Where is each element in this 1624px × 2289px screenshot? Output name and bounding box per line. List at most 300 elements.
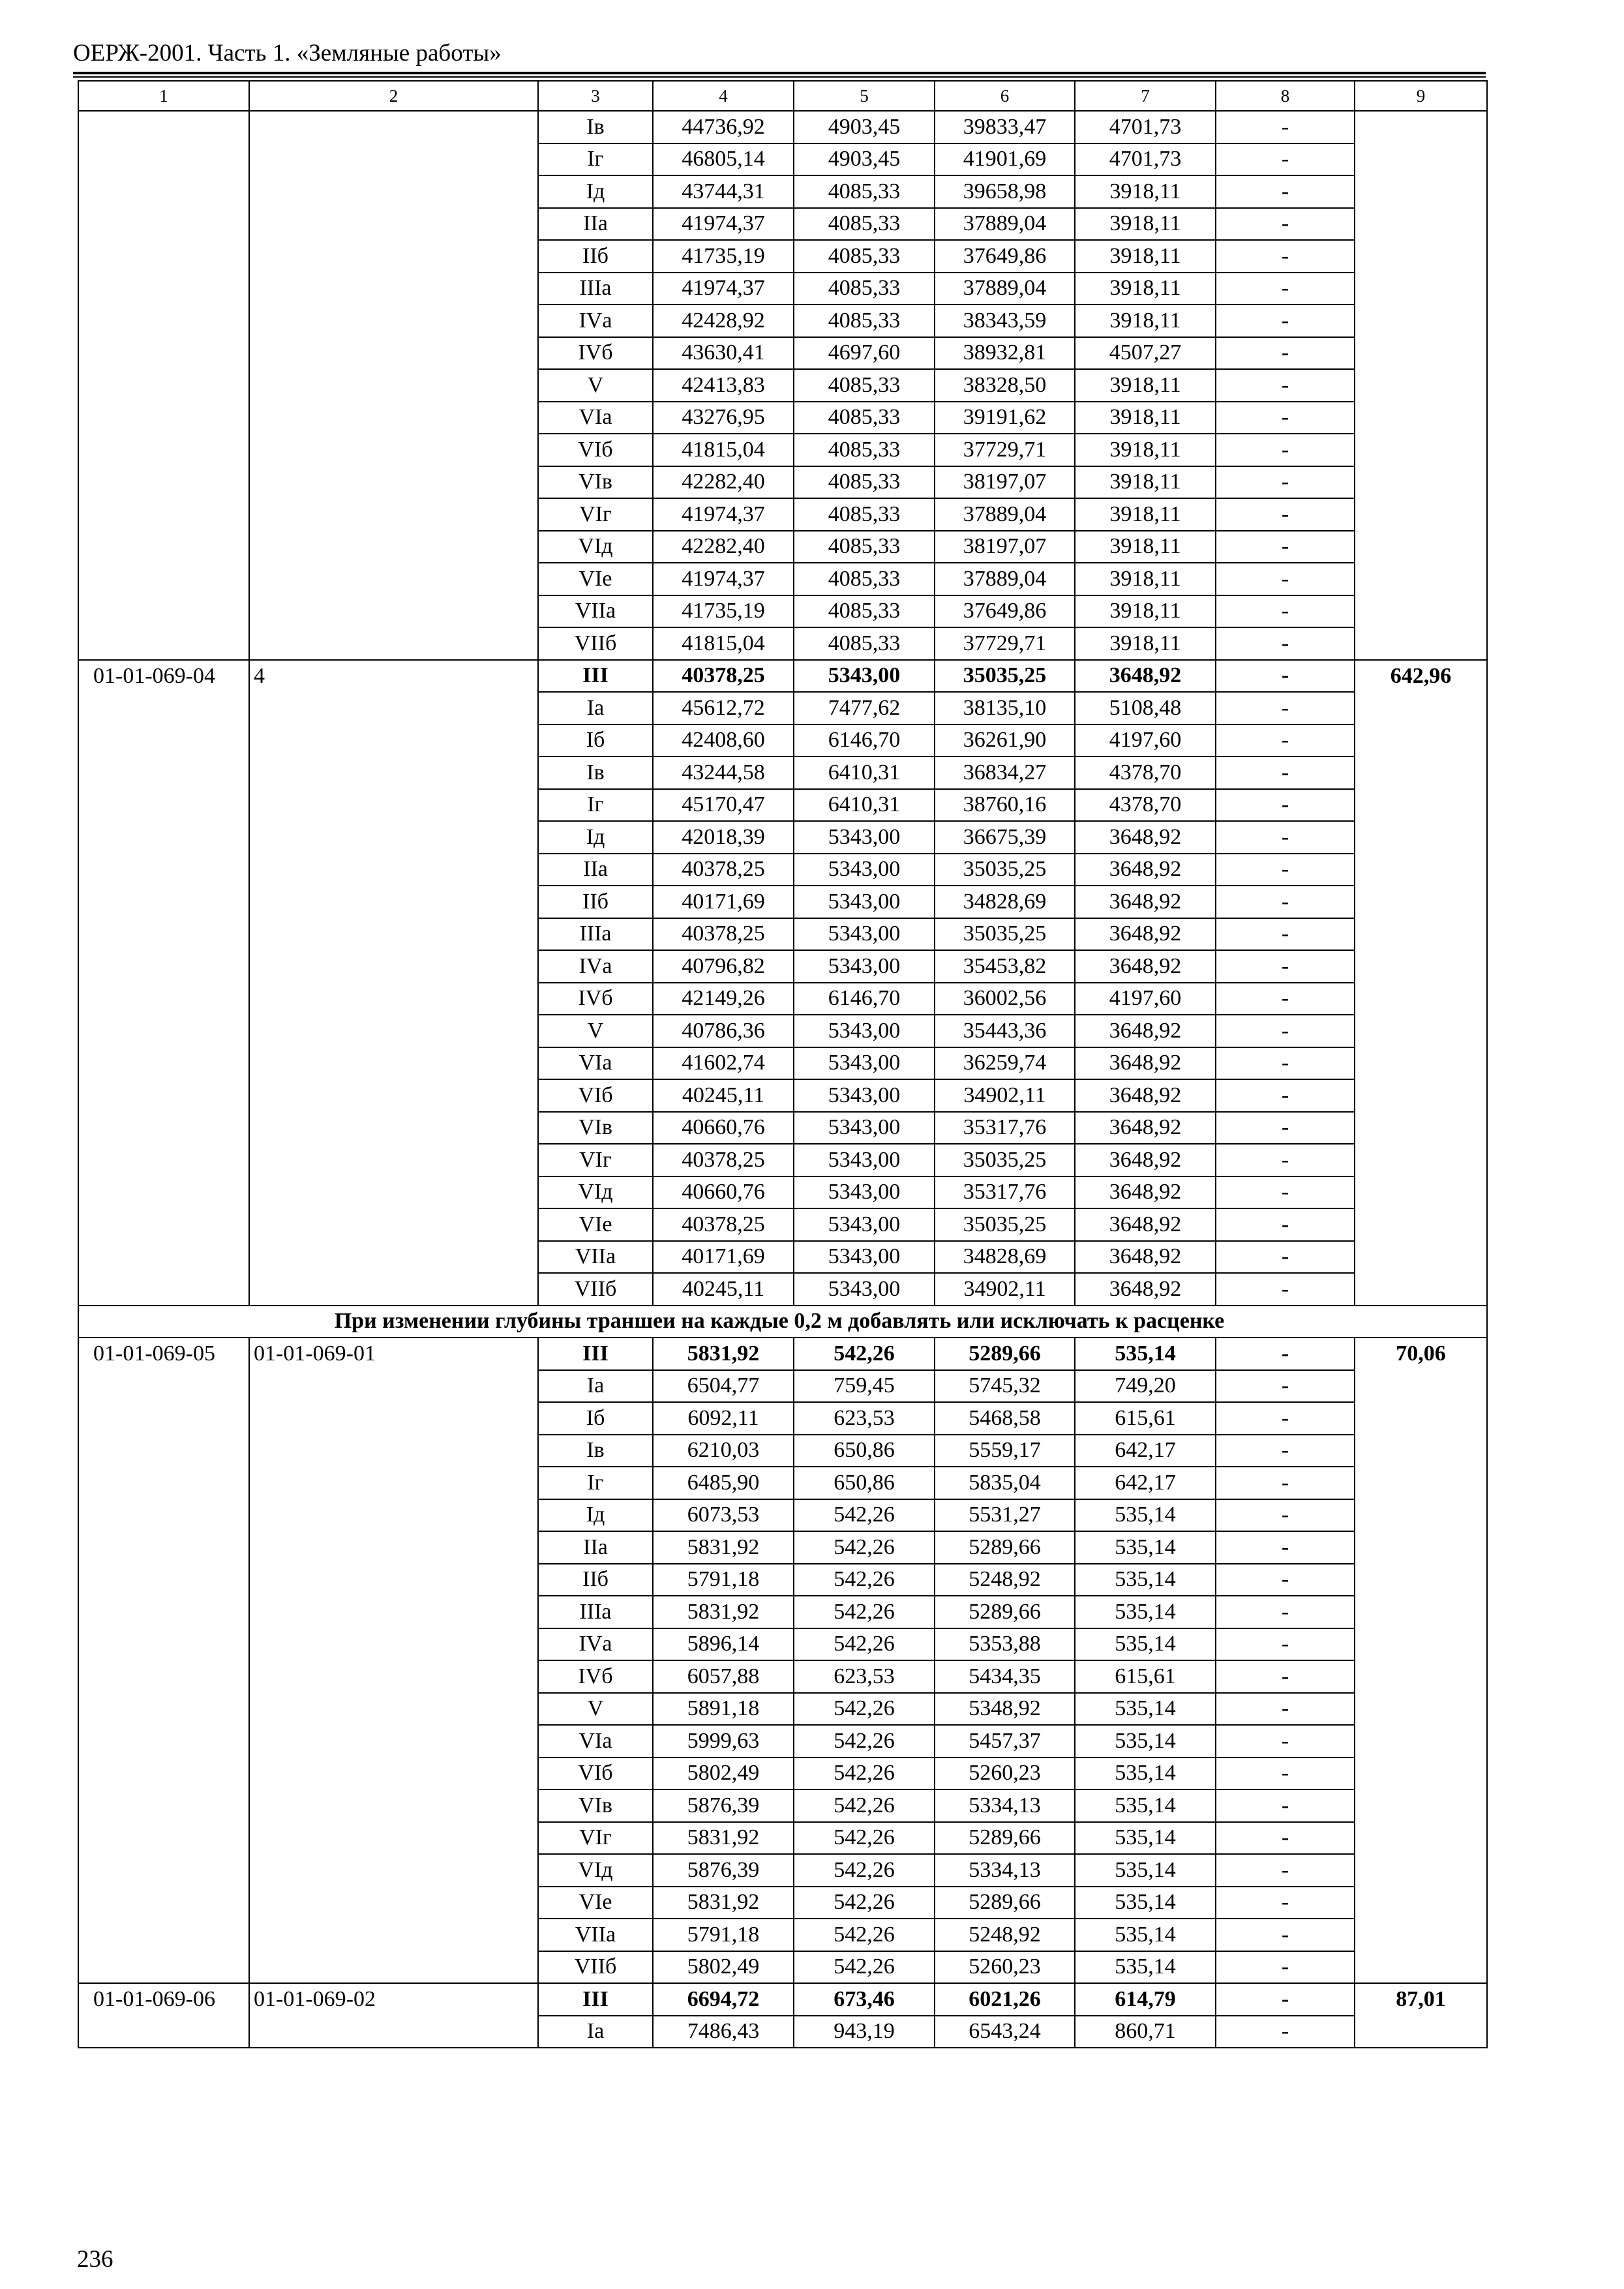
- value-cell-c8: -: [1216, 627, 1355, 660]
- value-cell-c5: 5343,00: [794, 1144, 935, 1176]
- value-cell-c4: 41735,19: [653, 240, 794, 273]
- value-cell-c5: 650,86: [794, 1467, 935, 1499]
- value-cell-c6: 36675,39: [935, 821, 1075, 854]
- value-cell-c7: 3918,11: [1075, 402, 1216, 434]
- value-cell-c4: 5791,18: [653, 1564, 794, 1596]
- value-cell-c5: 5343,00: [794, 1176, 935, 1209]
- value-cell-c4: 42408,60: [653, 725, 794, 757]
- value-cell-c4: 41974,37: [653, 563, 794, 595]
- region-class: Iб: [538, 725, 653, 757]
- region-class: Iв: [538, 111, 653, 143]
- value-cell-c6: 5289,66: [935, 1822, 1075, 1855]
- value-cell-c6: 5348,92: [935, 1693, 1075, 1726]
- value-cell-c5: 4085,33: [794, 595, 935, 628]
- value-cell-c6: 34828,69: [935, 1241, 1075, 1274]
- value-cell-c8: -: [1216, 1467, 1355, 1499]
- column-number: 9: [1355, 81, 1487, 111]
- value-cell-c8: -: [1216, 983, 1355, 1015]
- base-rate: [249, 111, 538, 660]
- value-cell-c4: 41815,04: [653, 627, 794, 660]
- value-cell-c4: 6485,90: [653, 1467, 794, 1499]
- value-cell-c8: -: [1216, 466, 1355, 499]
- value-cell-c6: 35035,25: [935, 918, 1075, 951]
- value-cell-c6: 38328,50: [935, 369, 1075, 402]
- value-cell-c7: 3918,11: [1075, 627, 1216, 660]
- value-cell-c4: 42018,39: [653, 821, 794, 854]
- value-cell-c8: -: [1216, 1402, 1355, 1435]
- value-cell-c5: 4085,33: [794, 531, 935, 563]
- value-cell-c8: -: [1216, 1015, 1355, 1047]
- value-cell-c4: 40245,11: [653, 1273, 794, 1306]
- value-cell-c7: 4507,27: [1075, 337, 1216, 370]
- rates-table-body: [78, 81, 1487, 2048]
- value-cell-c6: 5289,66: [935, 1887, 1075, 1919]
- value-cell-c6: 39658,98: [935, 175, 1075, 208]
- value-cell-c4: 40378,25: [653, 660, 794, 693]
- value-cell-c8: -: [1216, 1176, 1355, 1209]
- value-cell-c5: 5343,00: [794, 1273, 935, 1306]
- region-class: III: [538, 1983, 653, 2016]
- region-class: VIе: [538, 563, 653, 595]
- value-cell-c4: 5896,14: [653, 1628, 794, 1661]
- value-cell-c6: 5334,13: [935, 1789, 1075, 1822]
- value-cell-c5: 5343,00: [794, 1241, 935, 1274]
- value-cell-c8: -: [1216, 434, 1355, 466]
- value-cell-c8: -: [1216, 2016, 1355, 2048]
- region-class: IIб: [538, 1564, 653, 1596]
- value-cell-c4: 40171,69: [653, 886, 794, 918]
- value-cell-c7: 3918,11: [1075, 466, 1216, 499]
- value-cell-c6: 37649,86: [935, 240, 1075, 273]
- value-cell-c5: 542,26: [794, 1887, 935, 1919]
- region-class: IVб: [538, 983, 653, 1015]
- rates-table: [78, 80, 1488, 2048]
- value-cell-c7: 3648,92: [1075, 1015, 1216, 1047]
- column-number: 7: [1075, 81, 1216, 111]
- region-class: IIIа: [538, 918, 653, 951]
- region-class: V: [538, 1693, 653, 1726]
- value-cell-c6: 5353,88: [935, 1628, 1075, 1661]
- table-row: [78, 111, 1487, 143]
- region-class: VIб: [538, 1079, 653, 1112]
- value-cell-c8: -: [1216, 240, 1355, 273]
- value-cell-c5: 542,26: [794, 1564, 935, 1596]
- value-cell-c6: 37649,86: [935, 595, 1075, 628]
- region-class: VIг: [538, 1822, 653, 1855]
- value-cell-c5: 5343,00: [794, 1015, 935, 1047]
- value-cell-c5: 5343,00: [794, 918, 935, 951]
- value-cell-c4: 41735,19: [653, 595, 794, 628]
- value-cell-c7: 4378,70: [1075, 756, 1216, 789]
- region-class: VIв: [538, 1112, 653, 1144]
- value-cell-c7: 3648,92: [1075, 821, 1216, 854]
- value-cell-c8: -: [1216, 660, 1355, 693]
- value-cell-c5: 542,26: [794, 1531, 935, 1564]
- value-cell-c4: 43276,95: [653, 402, 794, 434]
- value-cell-c4: 40796,82: [653, 950, 794, 983]
- value-cell-c4: 42413,83: [653, 369, 794, 402]
- value-cell-c6: 38197,07: [935, 531, 1075, 563]
- value-cell-c4: 41974,37: [653, 273, 794, 305]
- value-cell-c5: 4085,33: [794, 498, 935, 531]
- value-cell-c5: 4085,33: [794, 208, 935, 241]
- table-row: [78, 1983, 1487, 2016]
- column-number: 4: [653, 81, 794, 111]
- region-class: VIб: [538, 1758, 653, 1790]
- value-cell-c7: 3918,11: [1075, 208, 1216, 241]
- value-cell-c7: 3648,92: [1075, 886, 1216, 918]
- region-class: IIа: [538, 854, 653, 886]
- value-cell-c6: 5260,23: [935, 1951, 1075, 1984]
- value-cell-c4: 40660,76: [653, 1176, 794, 1209]
- value-cell-c7: 3648,92: [1075, 660, 1216, 693]
- value-cell-c6: 39191,62: [935, 402, 1075, 434]
- value-cell-c4: 5831,92: [653, 1887, 794, 1919]
- value-cell-c6: 37889,04: [935, 273, 1075, 305]
- value-cell-c5: 542,26: [794, 1338, 935, 1370]
- value-cell-c5: 6146,70: [794, 725, 935, 757]
- value-cell-c4: 5831,92: [653, 1596, 794, 1628]
- value-cell-c8: -: [1216, 1338, 1355, 1370]
- region-class: VIIб: [538, 627, 653, 660]
- page-title: ОЕРЖ-2001. Часть 1. «Земляные работы»: [73, 40, 502, 67]
- value-cell-c8: -: [1216, 208, 1355, 241]
- value-cell-c8: -: [1216, 1660, 1355, 1693]
- value-cell-c6: 36834,27: [935, 756, 1075, 789]
- region-class: V: [538, 1015, 653, 1047]
- value-cell-c8: -: [1216, 337, 1355, 370]
- value-cell-c5: 542,26: [794, 1822, 935, 1855]
- region-class: VIIа: [538, 595, 653, 628]
- region-class: IVа: [538, 305, 653, 337]
- value-cell-c8: -: [1216, 1725, 1355, 1758]
- value-cell-c6: 35035,25: [935, 660, 1075, 693]
- value-cell-c7: 3918,11: [1075, 531, 1216, 563]
- value-cell-c4: 40378,25: [653, 1208, 794, 1241]
- value-cell-c6: 37889,04: [935, 208, 1075, 241]
- value-cell-c8: -: [1216, 1112, 1355, 1144]
- region-class: Iа: [538, 692, 653, 725]
- value-cell-c7: 3918,11: [1075, 369, 1216, 402]
- value-cell-c4: 40245,11: [653, 1079, 794, 1112]
- region-class: VIа: [538, 1725, 653, 1758]
- rate-code: 01-01-069-05: [78, 1338, 249, 1983]
- value-cell-c5: 542,26: [794, 1758, 935, 1790]
- region-class: Iд: [538, 1499, 653, 1532]
- value-cell-c4: 6210,03: [653, 1435, 794, 1467]
- value-cell-c8: -: [1216, 1983, 1355, 2016]
- value-cell-c5: 4085,33: [794, 466, 935, 499]
- value-cell-c6: 38932,81: [935, 337, 1075, 370]
- region-class: IVа: [538, 950, 653, 983]
- value-cell-c8: -: [1216, 1822, 1355, 1855]
- value-cell-c7: 535,14: [1075, 1338, 1216, 1370]
- value-cell-c6: 38760,16: [935, 789, 1075, 822]
- value-cell-c4: 40378,25: [653, 918, 794, 951]
- value-cell-c4: 41815,04: [653, 434, 794, 466]
- value-cell-c7: 749,20: [1075, 1370, 1216, 1403]
- value-cell-c5: 5343,00: [794, 1079, 935, 1112]
- value-cell-c8: -: [1216, 1628, 1355, 1661]
- value-cell-c6: 5334,13: [935, 1854, 1075, 1887]
- value-cell-c7: 3918,11: [1075, 595, 1216, 628]
- region-class: Iг: [538, 1467, 653, 1499]
- value-cell-c8: -: [1216, 821, 1355, 854]
- value-cell-c5: 542,26: [794, 1919, 935, 1951]
- value-cell-c7: 4701,73: [1075, 143, 1216, 176]
- index-value: 70,06: [1355, 1338, 1487, 1983]
- value-cell-c8: -: [1216, 1693, 1355, 1726]
- value-cell-c7: 3918,11: [1075, 240, 1216, 273]
- value-cell-c4: 46805,14: [653, 143, 794, 176]
- value-cell-c5: 6410,31: [794, 789, 935, 822]
- column-number: 5: [794, 81, 935, 111]
- value-cell-c4: 6504,77: [653, 1370, 794, 1403]
- value-cell-c8: -: [1216, 725, 1355, 757]
- base-rate: 01-01-069-02: [249, 1983, 538, 2048]
- value-cell-c5: 4903,45: [794, 111, 935, 143]
- value-cell-c7: 535,14: [1075, 1919, 1216, 1951]
- value-cell-c8: -: [1216, 692, 1355, 725]
- value-cell-c4: 43244,58: [653, 756, 794, 789]
- value-cell-c6: 5745,32: [935, 1370, 1075, 1403]
- value-cell-c5: 623,53: [794, 1402, 935, 1435]
- value-cell-c8: -: [1216, 854, 1355, 886]
- value-cell-c5: 542,26: [794, 1854, 935, 1887]
- value-cell-c7: 3648,92: [1075, 1176, 1216, 1209]
- value-cell-c8: -: [1216, 886, 1355, 918]
- value-cell-c7: 615,61: [1075, 1660, 1216, 1693]
- region-class: VIIб: [538, 1273, 653, 1306]
- value-cell-c7: 860,71: [1075, 2016, 1216, 2048]
- value-cell-c5: 4903,45: [794, 143, 935, 176]
- value-cell-c4: 40171,69: [653, 1241, 794, 1274]
- region-class: VIе: [538, 1887, 653, 1919]
- value-cell-c6: 41901,69: [935, 143, 1075, 176]
- value-cell-c6: 5434,35: [935, 1660, 1075, 1693]
- value-cell-c5: 542,26: [794, 1596, 935, 1628]
- value-cell-c5: 4085,33: [794, 402, 935, 434]
- column-number: 1: [78, 81, 249, 111]
- value-cell-c8: -: [1216, 1370, 1355, 1403]
- value-cell-c4: 43630,41: [653, 337, 794, 370]
- value-cell-c6: 36259,74: [935, 1047, 1075, 1080]
- region-class: V: [538, 369, 653, 402]
- value-cell-c4: 5891,18: [653, 1693, 794, 1726]
- header-rule-thin: [73, 76, 1486, 78]
- value-cell-c4: 42282,40: [653, 531, 794, 563]
- region-class: IIIа: [538, 273, 653, 305]
- value-cell-c5: 4085,33: [794, 273, 935, 305]
- value-cell-c5: 623,53: [794, 1660, 935, 1693]
- value-cell-c8: -: [1216, 1951, 1355, 1984]
- value-cell-c4: 6092,11: [653, 1402, 794, 1435]
- value-cell-c8: -: [1216, 1564, 1355, 1596]
- rate-code: 01-01-069-04: [78, 660, 249, 1306]
- section-row: [78, 1306, 1487, 1338]
- value-cell-c6: 5468,58: [935, 1402, 1075, 1435]
- value-cell-c6: 36002,56: [935, 983, 1075, 1015]
- value-cell-c5: 4085,33: [794, 627, 935, 660]
- value-cell-c7: 3648,92: [1075, 1241, 1216, 1274]
- value-cell-c5: 542,26: [794, 1789, 935, 1822]
- region-class: VIа: [538, 1047, 653, 1080]
- value-cell-c7: 642,17: [1075, 1467, 1216, 1499]
- value-cell-c6: 5248,92: [935, 1919, 1075, 1951]
- value-cell-c4: 6073,53: [653, 1499, 794, 1532]
- value-cell-c4: 41602,74: [653, 1047, 794, 1080]
- value-cell-c4: 40378,25: [653, 1144, 794, 1176]
- region-class: VIд: [538, 531, 653, 563]
- value-cell-c4: 41974,37: [653, 208, 794, 241]
- value-cell-c6: 5248,92: [935, 1564, 1075, 1596]
- value-cell-c8: -: [1216, 1854, 1355, 1887]
- value-cell-c8: -: [1216, 1758, 1355, 1790]
- column-number: 6: [935, 81, 1075, 111]
- value-cell-c8: -: [1216, 369, 1355, 402]
- value-cell-c4: 40378,25: [653, 854, 794, 886]
- value-cell-c5: 4085,33: [794, 305, 935, 337]
- value-cell-c7: 5108,48: [1075, 692, 1216, 725]
- region-class: VIв: [538, 466, 653, 499]
- value-cell-c4: 43744,31: [653, 175, 794, 208]
- value-cell-c5: 5343,00: [794, 660, 935, 693]
- region-class: VIд: [538, 1176, 653, 1209]
- value-cell-c8: -: [1216, 1596, 1355, 1628]
- value-cell-c8: -: [1216, 1144, 1355, 1176]
- rate-code: 01-01-069-06: [78, 1983, 249, 2048]
- value-cell-c8: -: [1216, 175, 1355, 208]
- value-cell-c7: 535,14: [1075, 1628, 1216, 1661]
- value-cell-c8: -: [1216, 531, 1355, 563]
- value-cell-c7: 3648,92: [1075, 1079, 1216, 1112]
- value-cell-c8: -: [1216, 1499, 1355, 1532]
- value-cell-c6: 38343,59: [935, 305, 1075, 337]
- value-cell-c4: 5802,49: [653, 1951, 794, 1984]
- value-cell-c6: 35453,82: [935, 950, 1075, 983]
- value-cell-c6: 5457,37: [935, 1725, 1075, 1758]
- value-cell-c7: 535,14: [1075, 1789, 1216, 1822]
- region-class: IIIа: [538, 1596, 653, 1628]
- value-cell-c5: 542,26: [794, 1499, 935, 1532]
- value-cell-c6: 39833,47: [935, 111, 1075, 143]
- value-cell-c7: 3918,11: [1075, 273, 1216, 305]
- value-cell-c6: 34902,11: [935, 1079, 1075, 1112]
- region-class: IIа: [538, 1531, 653, 1564]
- value-cell-c7: 3648,92: [1075, 950, 1216, 983]
- value-cell-c5: 5343,00: [794, 950, 935, 983]
- section-heading: При изменении глубины траншеи на каждые 0,2 м добавлять или исключать к расценке: [78, 1306, 1487, 1338]
- value-cell-c7: 535,14: [1075, 1531, 1216, 1564]
- value-cell-c6: 37889,04: [935, 563, 1075, 595]
- region-class: VIд: [538, 1854, 653, 1887]
- region-class: Iг: [538, 143, 653, 176]
- value-cell-c7: 3648,92: [1075, 854, 1216, 886]
- region-class: Iб: [538, 1402, 653, 1435]
- value-cell-c4: 5831,92: [653, 1822, 794, 1855]
- value-cell-c6: 38135,10: [935, 692, 1075, 725]
- value-cell-c7: 535,14: [1075, 1725, 1216, 1758]
- value-cell-c5: 5343,00: [794, 1112, 935, 1144]
- value-cell-c5: 5343,00: [794, 821, 935, 854]
- value-cell-c8: -: [1216, 1919, 1355, 1951]
- value-cell-c8: -: [1216, 918, 1355, 951]
- value-cell-c8: -: [1216, 1079, 1355, 1112]
- value-cell-c7: 4197,60: [1075, 983, 1216, 1015]
- value-cell-c8: -: [1216, 402, 1355, 434]
- value-cell-c8: -: [1216, 143, 1355, 176]
- value-cell-c7: 535,14: [1075, 1951, 1216, 1984]
- region-class: VIг: [538, 498, 653, 531]
- value-cell-c5: 6410,31: [794, 756, 935, 789]
- value-cell-c6: 5531,27: [935, 1499, 1075, 1532]
- index-value: [1355, 111, 1487, 660]
- value-cell-c7: 3648,92: [1075, 1144, 1216, 1176]
- index-value: 642,96: [1355, 660, 1487, 1306]
- value-cell-c8: -: [1216, 1241, 1355, 1274]
- value-cell-c7: 3918,11: [1075, 498, 1216, 531]
- value-cell-c8: -: [1216, 1789, 1355, 1822]
- region-class: III: [538, 1338, 653, 1370]
- value-cell-c5: 4085,33: [794, 563, 935, 595]
- value-cell-c7: 3918,11: [1075, 563, 1216, 595]
- value-cell-c5: 7477,62: [794, 692, 935, 725]
- value-cell-c5: 5343,00: [794, 1208, 935, 1241]
- value-cell-c5: 650,86: [794, 1435, 935, 1467]
- value-cell-c8: -: [1216, 756, 1355, 789]
- value-cell-c6: 35035,25: [935, 1208, 1075, 1241]
- value-cell-c6: 35035,25: [935, 1144, 1075, 1176]
- value-cell-c7: 535,14: [1075, 1758, 1216, 1790]
- value-cell-c4: 44736,92: [653, 111, 794, 143]
- value-cell-c4: 5802,49: [653, 1758, 794, 1790]
- value-cell-c5: 542,26: [794, 1628, 935, 1661]
- value-cell-c8: -: [1216, 1435, 1355, 1467]
- value-cell-c4: 7486,43: [653, 2016, 794, 2048]
- region-class: VIIб: [538, 1951, 653, 1984]
- region-class: III: [538, 660, 653, 693]
- value-cell-c5: 4697,60: [794, 337, 935, 370]
- value-cell-c6: 37889,04: [935, 498, 1075, 531]
- value-cell-c4: 6694,72: [653, 1983, 794, 2016]
- value-cell-c6: 34902,11: [935, 1273, 1075, 1306]
- value-cell-c6: 35443,36: [935, 1015, 1075, 1047]
- value-cell-c7: 3918,11: [1075, 175, 1216, 208]
- value-cell-c8: -: [1216, 789, 1355, 822]
- region-class: IVа: [538, 1628, 653, 1661]
- value-cell-c8: -: [1216, 1047, 1355, 1080]
- value-cell-c5: 4085,33: [794, 175, 935, 208]
- value-cell-c5: 4085,33: [794, 434, 935, 466]
- base-rate: 4: [249, 660, 538, 1306]
- value-cell-c6: 5289,66: [935, 1531, 1075, 1564]
- value-cell-c5: 5343,00: [794, 854, 935, 886]
- value-cell-c4: 5791,18: [653, 1919, 794, 1951]
- value-cell-c5: 4085,33: [794, 240, 935, 273]
- value-cell-c6: 6543,24: [935, 2016, 1075, 2048]
- table-row: [78, 660, 1487, 693]
- value-cell-c4: 6057,88: [653, 1660, 794, 1693]
- value-cell-c6: 35035,25: [935, 854, 1075, 886]
- column-number: 3: [538, 81, 653, 111]
- column-number: 8: [1216, 81, 1355, 111]
- value-cell-c7: 535,14: [1075, 1596, 1216, 1628]
- value-cell-c6: 34828,69: [935, 886, 1075, 918]
- value-cell-c8: -: [1216, 1887, 1355, 1919]
- region-class: Iг: [538, 789, 653, 822]
- value-cell-c4: 45612,72: [653, 692, 794, 725]
- value-cell-c7: 535,14: [1075, 1693, 1216, 1726]
